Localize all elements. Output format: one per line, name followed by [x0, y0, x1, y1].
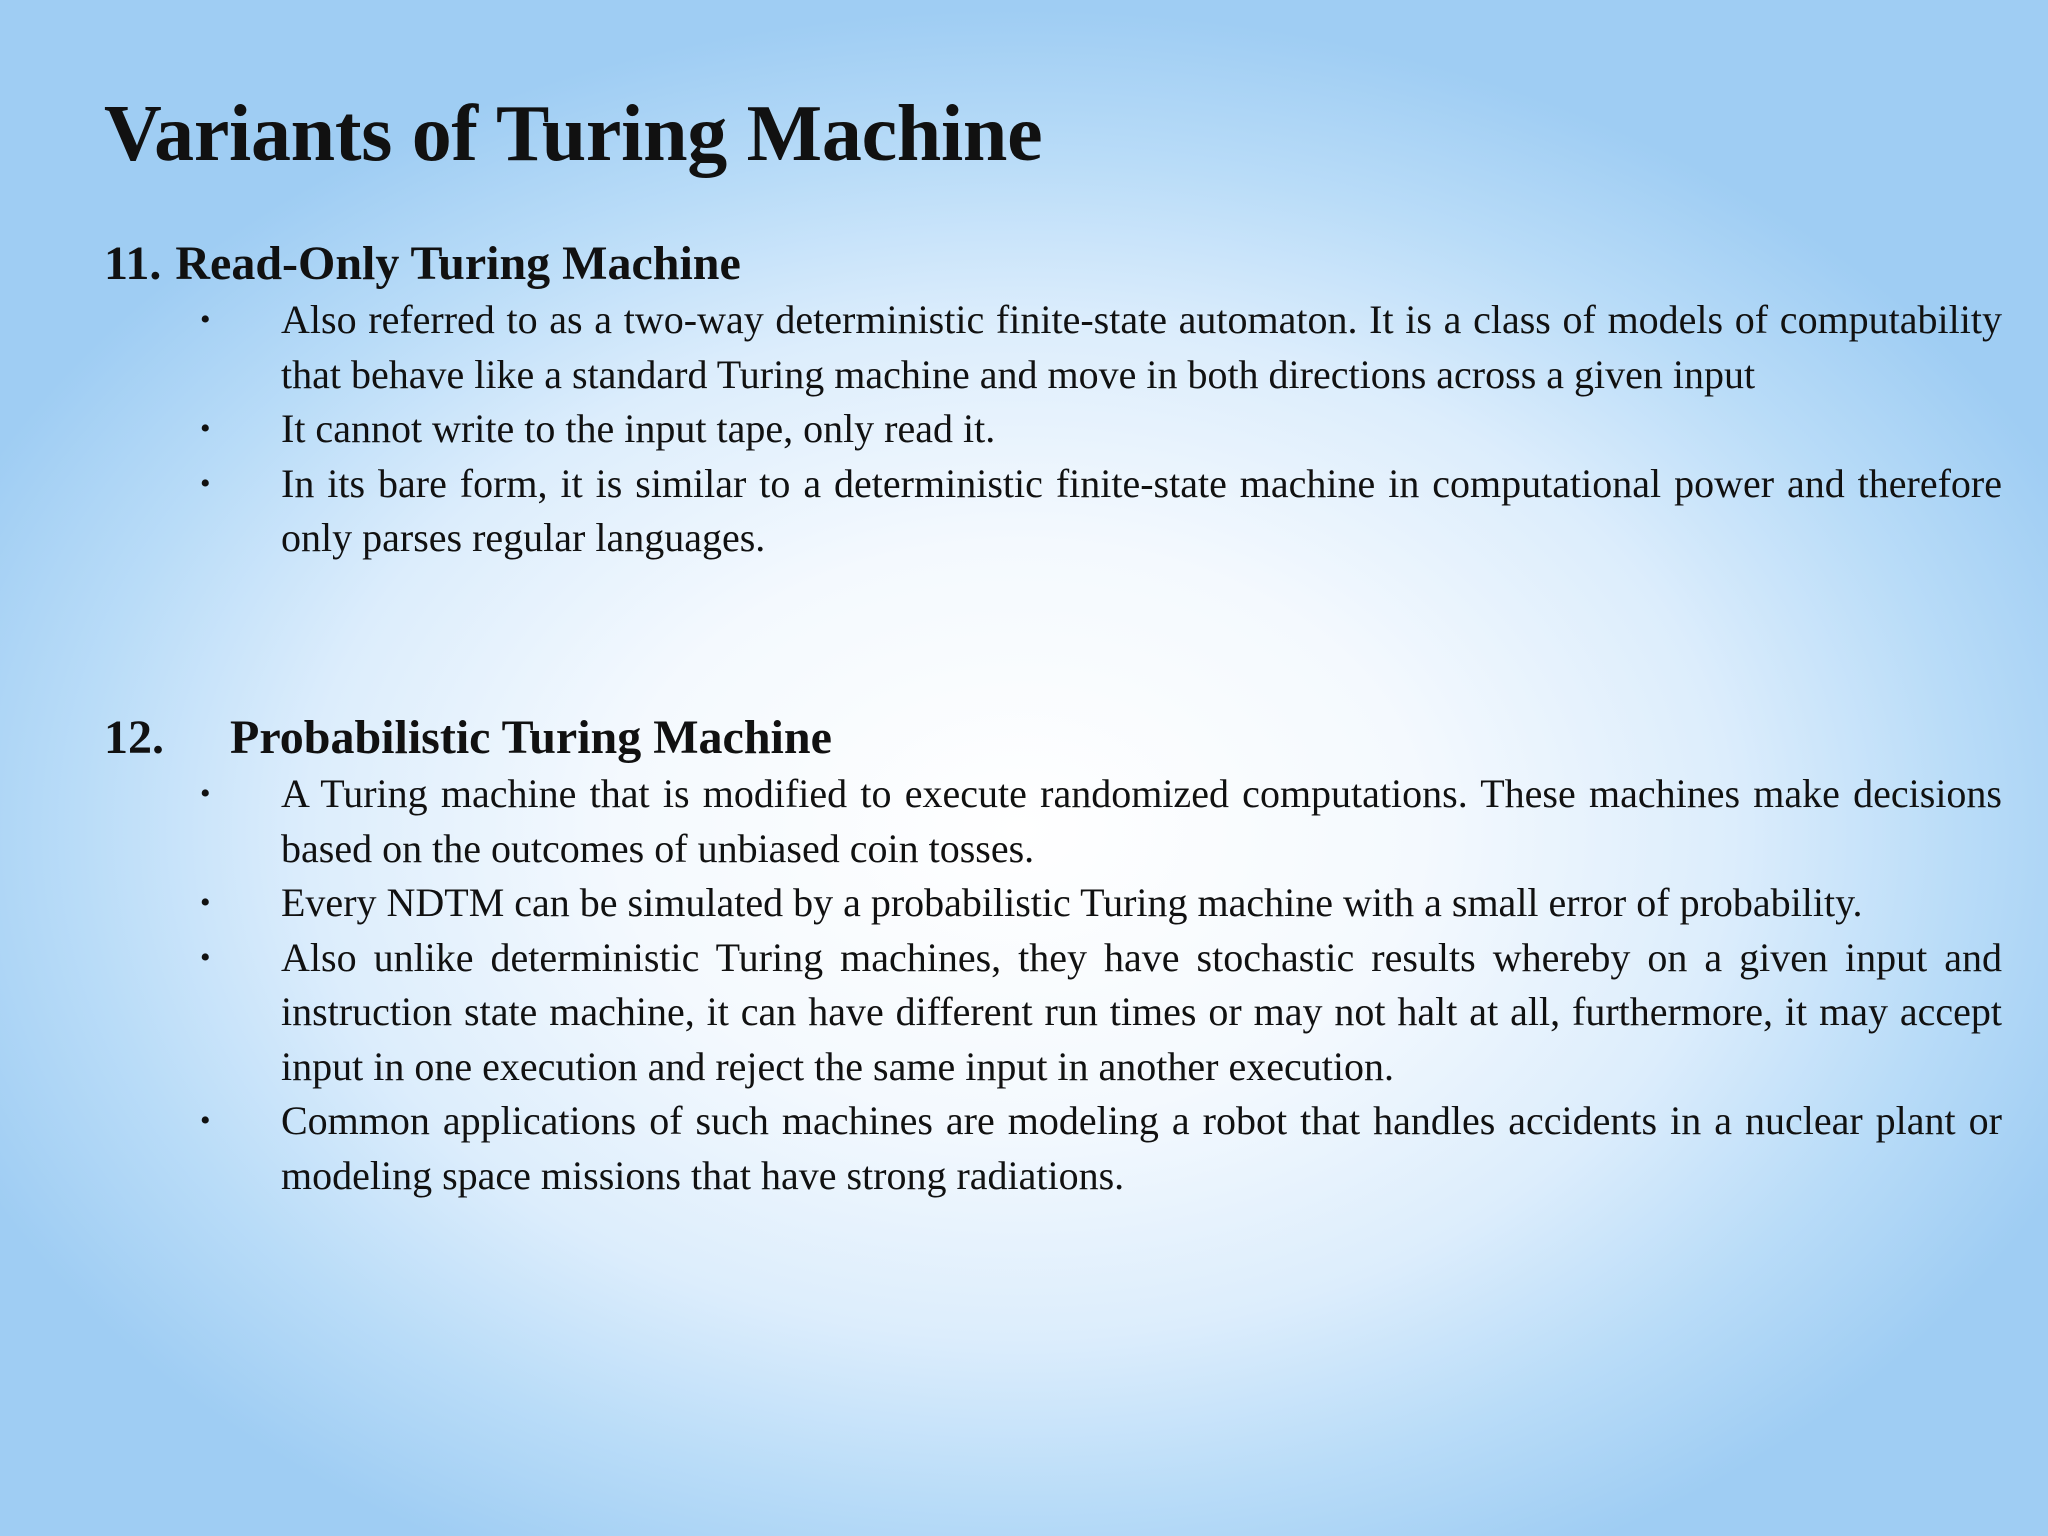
bullet-list [104, 767, 2002, 1203]
bullet-icon: • [200, 466, 211, 500]
section-title: Read-Only Turing Machine [175, 237, 741, 290]
bullet-text: It cannot write to the input tape, only read it. [281, 406, 996, 451]
bullet-text: Every NDTM can be simulated by a probabilistic Turing machine with a small error of probability. [281, 880, 1863, 925]
section-probabilistic-turing-machine [104, 709, 2002, 1203]
bullet-icon: • [200, 303, 211, 336]
section-heading [104, 709, 2002, 767]
bullet-icon: • [200, 886, 211, 919]
slide-title: Variants of Turing Machine [104, 90, 1043, 178]
bullet-text: A Turing machine that is modified to execute randomized computations. These machines make decisions based on the outcomes of unbiased coin tosses. [281, 771, 2002, 871]
bullet-icon: • [200, 1104, 211, 1137]
bullet-list [104, 293, 2002, 566]
section-read-only-turing-machine [104, 235, 2002, 566]
bullet-item [104, 457, 2002, 566]
section-title: Probabilistic Turing Machine [230, 711, 832, 764]
section-number: 12. [104, 711, 164, 764]
bullet-text: Common applications of such machines are modeling a robot that handles accidents in a nuclear plant or modeling space missions that have strong radiations. [281, 1098, 2002, 1198]
bullet-icon: • [200, 412, 211, 445]
bullet-item [104, 293, 2002, 402]
bullet-icon: • [200, 940, 211, 974]
bullet-item [104, 402, 2002, 457]
bullet-text: Also unlike deterministic Turing machines, they have stochastic results whereby on a given input and instruction state machine, it can have different run times or may not halt at all, furthermore, it may accept input in one execution and reject the same input in another execution. [281, 934, 2002, 1089]
section-heading [104, 235, 2002, 293]
bullet-icon: • [200, 777, 211, 810]
bullet-text: In its bare form, it is similar to a deterministic finite-state machine in computational power and therefore only parses regular languages. [281, 460, 2002, 560]
bullet-text: Also referred to as a two-way deterministic finite-state automaton. It is a class of models of computability that behave like a standard Turing machine and move in both directions across a given input [281, 297, 2002, 397]
bullet-item [104, 767, 2002, 876]
bullet-item [104, 876, 2002, 931]
bullet-item [104, 931, 2002, 1095]
section-number: 11. [104, 237, 162, 290]
bullet-item [104, 1094, 2002, 1203]
